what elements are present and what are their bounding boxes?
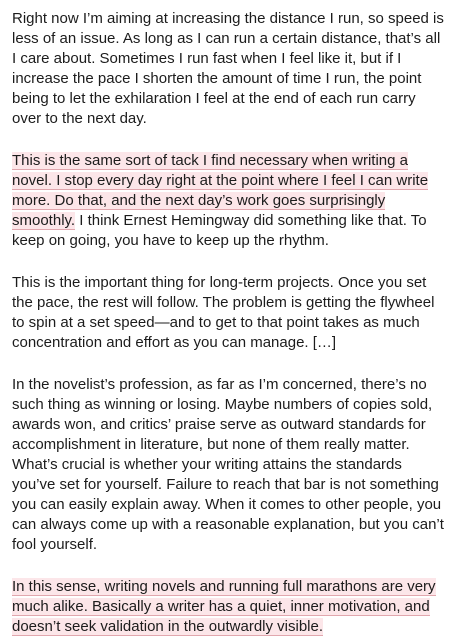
paragraph-text: In the novelist’s profession, as far as I’m concerned, there’s no such thing as winning or losing. Maybe numbers of copies sold, awards won, and critics’ praise serve as outward standards for accomplishment in literature, but none of them really matter. What’s crucial is whether your writing attains the standards you’ve set for yourself. Failure to reach that bar is not something you can easily explain away. When it comes to other people, you can always come up with a reasonable explanation, but you can’t fool yourself. [12, 376, 444, 553]
paragraph-4 [12, 375, 446, 555]
paragraph-text: Right now I’m aiming at increasing the distance I run, so speed is less of an issue. As long as I can run a certain distance, that’s all I care about. Sometimes I run fast when I feel like it, but if I increase the pace I shorten the amount of time I run, the point being to let the exhilaration I feel at the end of each run carry over to the next day. [12, 10, 444, 127]
paragraph-2 [12, 151, 446, 251]
paragraph-text: This is the important thing for long-term projects. Once you set the pace, the rest will follow. The problem is getting the flywheel to spin at a set speed—and to get to that point takes as much concentration and effort as you can manage. […] [12, 274, 435, 351]
paragraph-1 [12, 9, 446, 129]
highlighted-text: This is the same sort of tack I find necessary when writing a novel. I stop every day right at the point where I feel I can write more. Do that, and the next day’s work goes surprisingly smoothly. [12, 152, 429, 229]
paragraph-text: I think Ernest Hemingway did something like that. To keep on going, you have to keep up the rhythm. [12, 212, 427, 249]
paragraph-3 [12, 273, 446, 353]
highlighted-text: In this sense, writing novels and running full marathons are very much alike. Basically a writer has a quiet, inner motivation, and doesn’t seek validation in the outwardly visible. [12, 578, 436, 635]
paragraph-5 [12, 577, 446, 637]
